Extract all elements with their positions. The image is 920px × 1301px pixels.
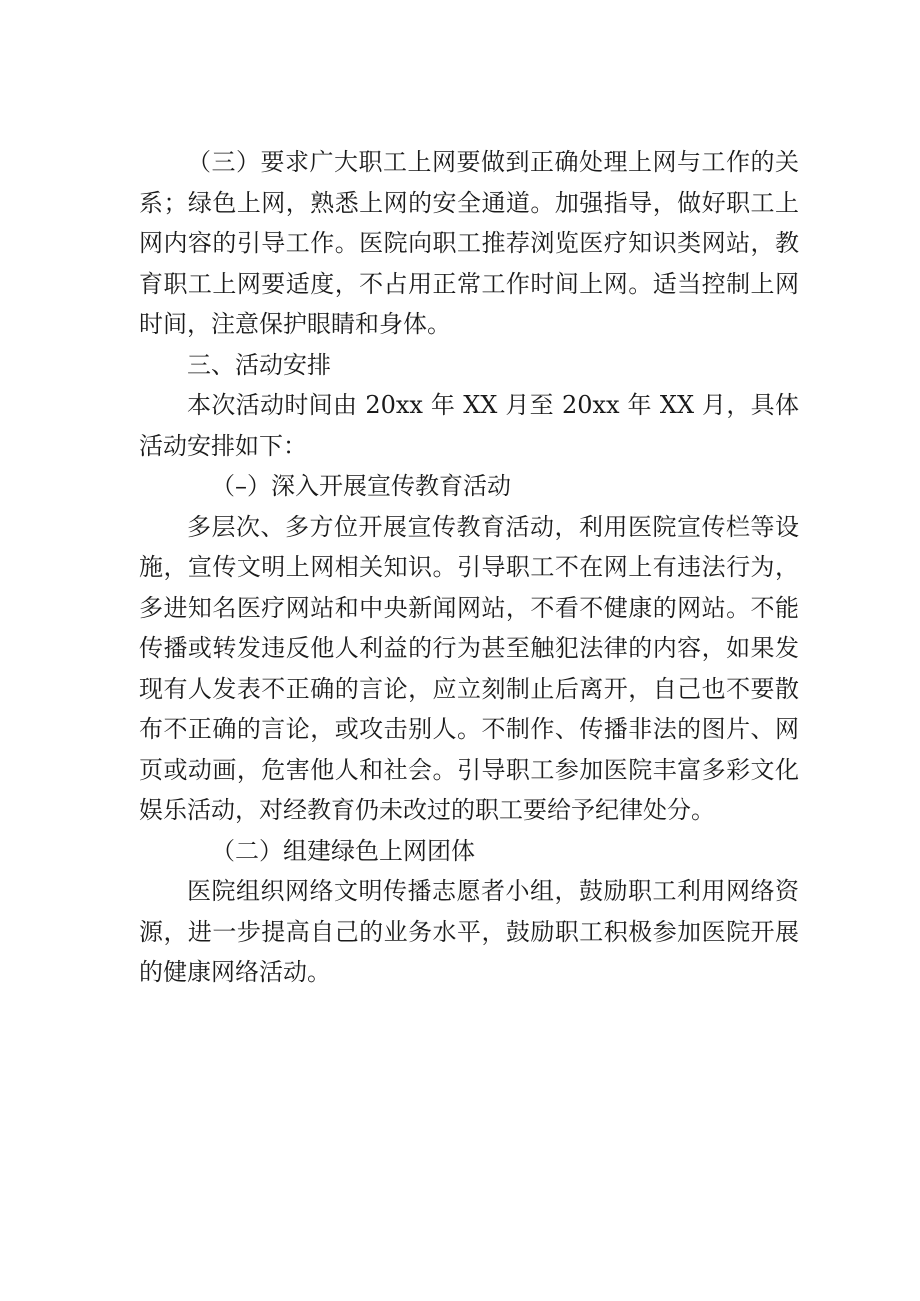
section-heading-activity-arrangement: 三、活动安排	[187, 350, 331, 379]
paragraph-activity-period: 本次活动时间由 20xx 年 XX 月至 20xx 年 XX 月，具体活动安排如下：	[139, 391, 799, 460]
paragraph-volunteer-group: 医院组织网络文明传播志愿者小组，鼓励职工利用网络资源，进一步提高自己的业务水平，鼓励职工积极参加医院开展的健康网络活动。	[139, 877, 799, 986]
subheading-green-internet-group: （二）组建绿色上网团体	[211, 836, 475, 865]
paragraph-internet-use-requirements: （三）要求广大职工上网要做到正确处理上网与工作的关系；绿色上网，熟悉上网的安全通道。加强指导，做好职工上网内容的引导工作。医院向职工推荐浏览医疗知识类网站，教育职工上网要适度，不占用正常工作时间上网。适当控制上网时间，注意保护眼睛和身体。	[139, 148, 799, 338]
paragraph-publicity-education: 多层次、多方位开展宣传教育活动，利用医院宣传栏等设施，宣传文明上网相关知识。引导职工不在网上有违法行为，多进知名医疗网站和中央新闻网站，不看不健康的网站。不能传播或转发违反他人利益的行为甚至触犯法律的内容，如果发现有人发表不正确的言论，应立刻制止后离开，自己也不要散布不正确的言论，或攻击别人。不制作、传播非法的图片、网页或动画，危害他人和社会。引导职工参加医院丰富多彩文化娱乐活动，对经教育仍未改过的职工要给予纪律处分。	[139, 512, 799, 824]
document-body	[139, 142, 799, 993]
subheading-publicity-education: （–）深入开展宣传教育活动	[211, 472, 511, 500]
